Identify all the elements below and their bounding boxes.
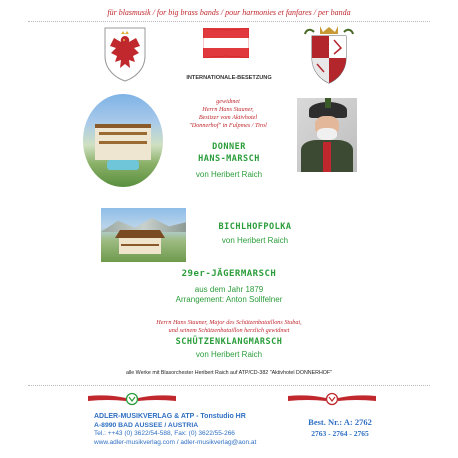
piece-subtitle-3: aus dem Jahr 1879: [194, 285, 264, 294]
bichlhof-photo: [101, 208, 186, 262]
top-divider: [28, 21, 430, 22]
adler-eagle-logo-right-icon: [286, 392, 378, 406]
piece-title-hans-marsch: HANS-MARSCH: [198, 154, 260, 164]
besetzung-label: INTERNATIONALE-BESETZUNG: [186, 75, 272, 81]
publisher-web[interactable]: www.adler-musikverlag.com / adler-musikverlag@aon.at: [94, 438, 257, 446]
piece-composer-1: von Heribert Raich: [195, 170, 263, 179]
piece-title-donner: DONNER: [212, 142, 246, 152]
tagline: für blasmusik / for big brass bands / pour harmonies et fanfares / per banda: [107, 8, 351, 17]
publisher-info: [94, 413, 294, 447]
austrian-flag-icon: [203, 28, 249, 58]
dedication-2: Herrn Hans Stauner, Major des Schützenbataillons Stubai, und seinem Schützenbataillon herzlich gewidmet: [156, 319, 302, 334]
order-number: Best. Nr.: A: 2762: [308, 417, 372, 427]
piece-title-schuetzenklangmarsch: SCHÜTZENKLANGMARSCH: [175, 337, 283, 347]
publisher-address: A-8990 BAD AUSSEE / AUSTRIA: [94, 421, 199, 429]
tirol-eagle-crest-icon: [102, 26, 148, 82]
piece-composer-2: von Heribert Raich: [221, 236, 289, 245]
piece-title-jaegermarsch: 29er-JÄGERMARSCH: [181, 269, 277, 279]
piece-title-bichlhofpolka: BICHLHOFPOLKA: [218, 222, 292, 232]
piece-arrangement-3: Arrangement: Anton Sollfelner: [175, 295, 283, 304]
publisher-name: ADLER-MUSIKVERLAG & ATP - Tonstudio HR: [94, 413, 246, 420]
publisher-phone: Tel.: ++43 (0) 3622/54-588, Fax: (0) 3622/55-266: [94, 430, 235, 437]
dedication-1: gewidmet Herrn Hans Stauner, Besitzer vom Aktivhotel "Donnerhof" in Fulpmes / Tirol: [189, 98, 267, 129]
recording-note: alle Werke mit Blasorchester Heribert Raich auf ATP/CD-382 "Aktivhotel DONNERHOF": [125, 370, 333, 376]
piece-composer-4: von Heribert Raich: [195, 350, 263, 359]
adler-eagle-logo-left-icon: [86, 392, 178, 406]
footer-divider: [28, 385, 430, 386]
order-range: 2763 - 2764 - 2765: [311, 429, 369, 438]
